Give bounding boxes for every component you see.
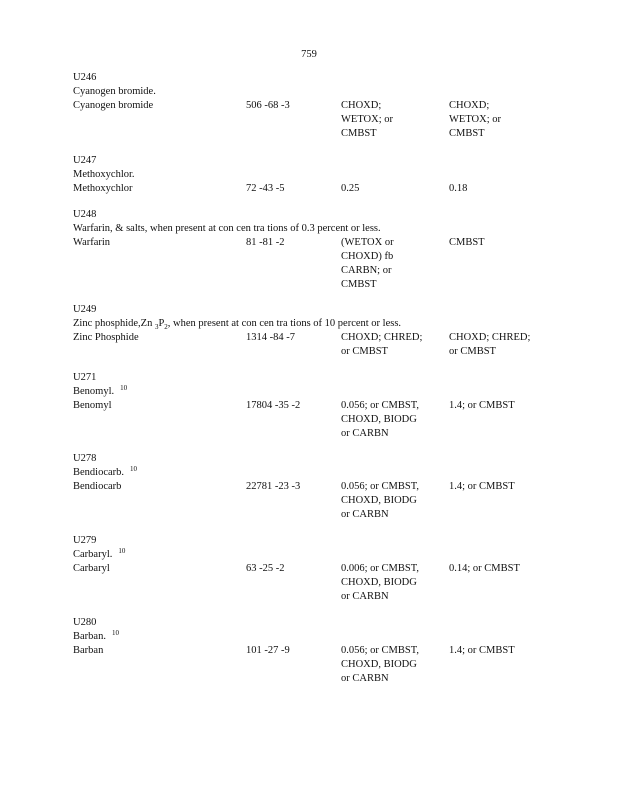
constituent-name: Cyanogen bromide (73, 100, 154, 111)
waste-entry (73, 154, 593, 196)
wastewater-standard: 0.056; or CMBST, CHOXD, BIODG or CARBN (341, 400, 419, 439)
waste-entry (73, 534, 593, 602)
cas-number: 101 -27 -9 (246, 645, 290, 656)
nonwastewater-standard: 0.14; or CMBST (449, 563, 520, 574)
cas-number: 506 -68 -3 (246, 100, 290, 111)
waste-code: U248 (73, 209, 97, 220)
constituent-row (73, 331, 593, 357)
constituent-name: Carbaryl (73, 563, 110, 574)
waste-entry (73, 303, 593, 357)
nonwastewater-standard: CHOXD; WETOX; or CMBST (449, 100, 502, 139)
waste-title: Cyanogen bromide. (73, 86, 156, 97)
cas-number: 81 -81 -2 (246, 237, 285, 248)
waste-entry (73, 616, 593, 684)
waste-title: Warfarin, & salts, when present at con cen tra tions of 0.3 percent or less. (73, 223, 381, 234)
wastewater-standard: 0.006; or CMBST, CHOXD, BIODG or CARBN (341, 563, 419, 602)
nonwastewater-standard: CHOXD; CHRED; or CMBST (449, 332, 531, 357)
waste-entry (73, 371, 593, 439)
nonwastewater-standard: 0.18 (449, 183, 468, 194)
waste-code: U247 (73, 155, 97, 166)
nonwastewater-standard: 1.4; or CMBST (449, 400, 515, 411)
waste-code: U279 (73, 535, 97, 546)
waste-code: U271 (73, 372, 97, 383)
waste-code: U278 (73, 453, 97, 464)
wastewater-standard: CHOXD; WETOX; or CMBST (341, 100, 394, 139)
constituent-row (73, 236, 593, 290)
constituent-row (73, 182, 593, 196)
constituent-row (73, 562, 593, 602)
cas-number: 72 -43 -5 (246, 183, 285, 194)
footnote-marker: 10 (118, 547, 126, 555)
constituent-name: Bendiocarb (73, 481, 122, 492)
wastewater-standard: (WETOX or CHOXD) fb CARBN; or CMBST (341, 237, 394, 290)
waste-title: Barban. $^{10}$ (73, 629, 119, 642)
cas-number: 1314 -84 -7 (246, 332, 295, 343)
constituent-row (73, 99, 593, 139)
waste-code: U249 (73, 304, 97, 315)
wastewater-standard: 0.056; or CMBST, CHOXD, BIODG or CARBN (341, 481, 419, 520)
cas-number: 22781 -23 -3 (246, 481, 301, 492)
nonwastewater-standard: 1.4; or CMBST (449, 481, 515, 492)
waste-title: Zinc phosphide,Zn $_3P_2$, when present at con cen tra tions of 10 percent or less. (73, 318, 402, 332)
waste-title: Carbaryl. $^{10}$ (73, 547, 126, 560)
waste-code: U280 (73, 617, 97, 628)
wastewater-standard: 0.056; or CMBST, CHOXD, BIODG or CARBN (341, 645, 419, 684)
wastewater-standard: 0.25 (341, 183, 360, 194)
constituent-row (73, 399, 593, 439)
constituent-name: Methoxychlor (73, 183, 133, 194)
nonwastewater-standard: 1.4; or CMBST (449, 645, 515, 656)
footnote-marker: 10 (130, 465, 138, 473)
waste-code: U246 (73, 72, 97, 83)
page-number: 759 (301, 49, 317, 60)
cas-number: 63 -25 -2 (246, 563, 285, 574)
waste-title: Bendiocarb. $^{10}$ (73, 465, 138, 478)
constituent-row (73, 480, 593, 520)
constituent-name: Barban (73, 645, 104, 656)
wastewater-standard: CHOXD; CHRED; or CMBST (341, 332, 423, 357)
waste-title: Methoxychlor. (73, 169, 135, 180)
waste-entry (73, 452, 593, 520)
nonwastewater-standard: CMBST (449, 237, 485, 248)
waste-entry (73, 71, 593, 139)
waste-entry (73, 208, 593, 290)
footnote-marker: 10 (111, 629, 119, 637)
cas-number: 17804 -35 -2 (246, 400, 301, 411)
constituent-name: Zinc Phosphide (73, 332, 139, 343)
footnote-marker: 10 (120, 384, 128, 392)
constituent-name: Warfarin (73, 237, 111, 248)
constituent-name: Benomyl (73, 400, 112, 411)
constituent-row (73, 644, 593, 684)
waste-title: Benomyl. $^{10}$ (73, 384, 128, 397)
